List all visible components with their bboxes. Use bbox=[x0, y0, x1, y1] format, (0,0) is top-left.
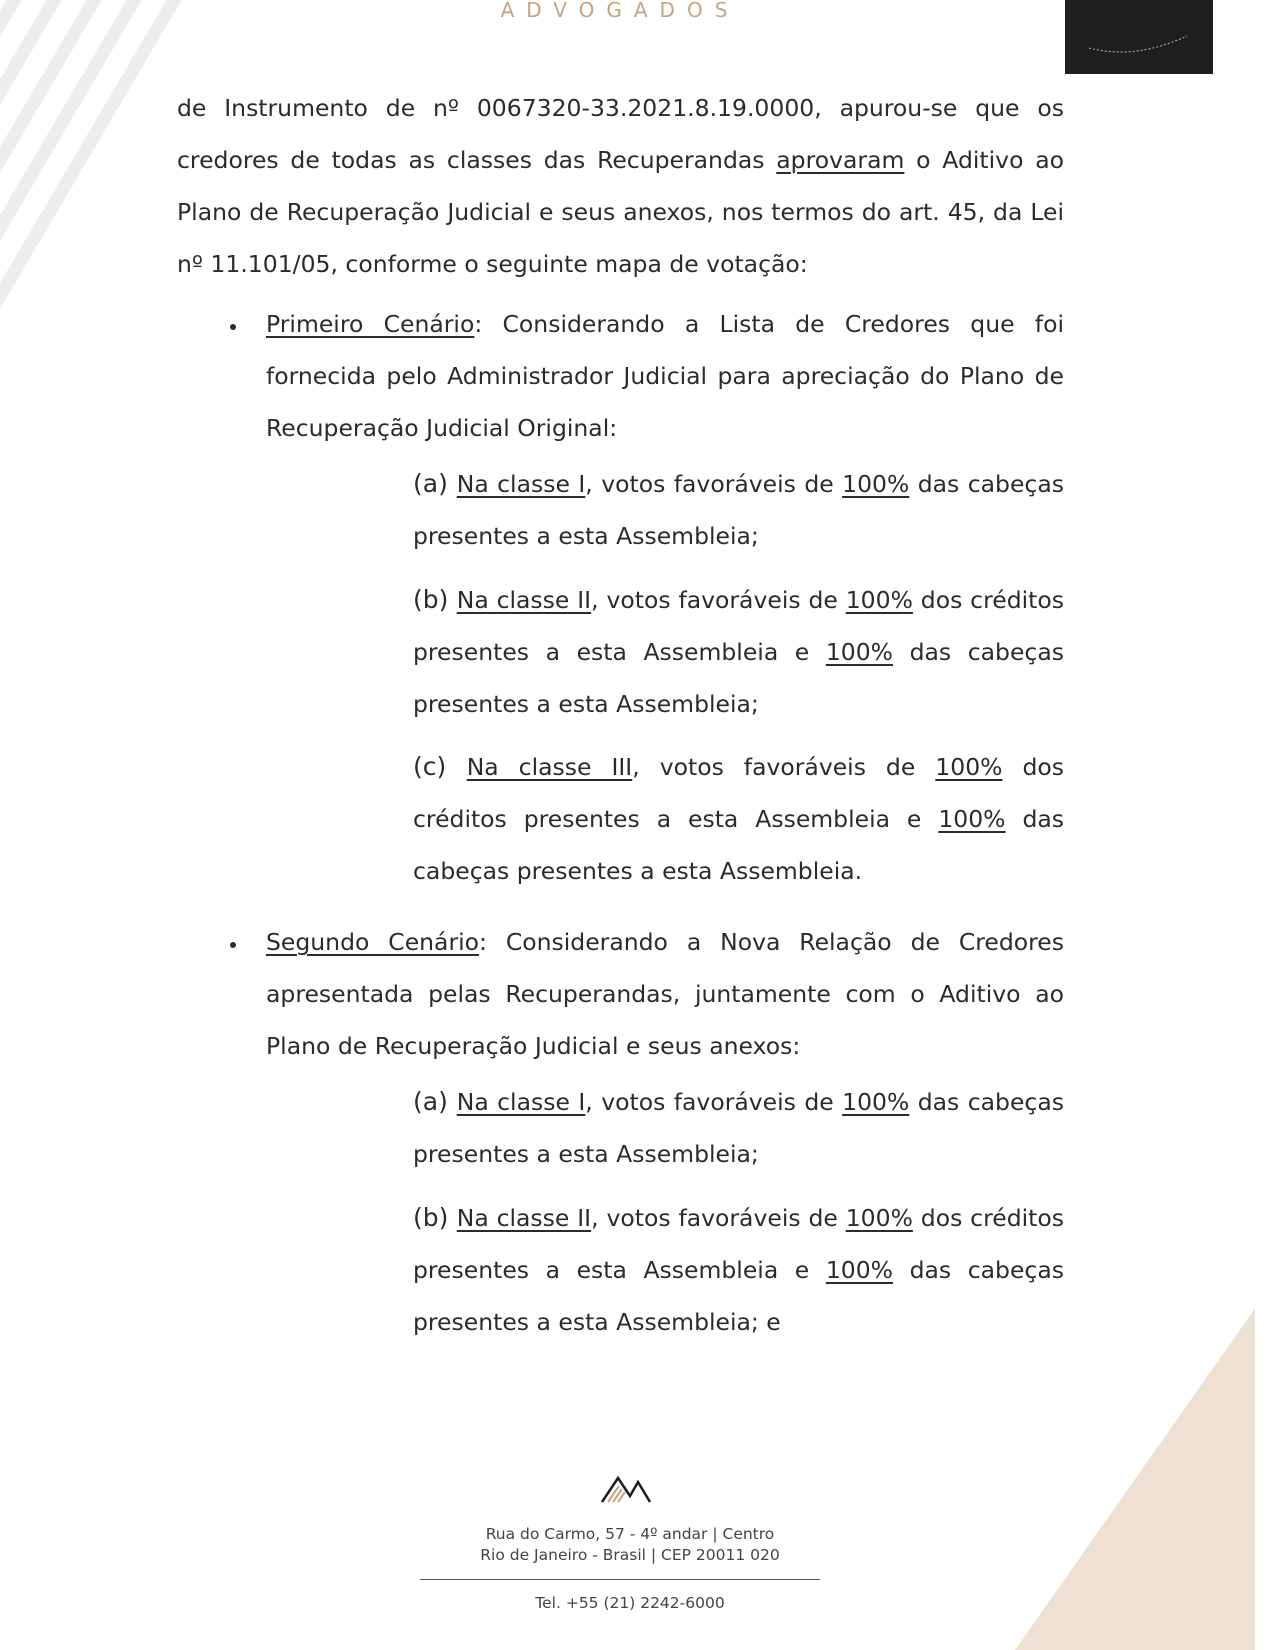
scenario-1-item-b: (b) Na classe II, votos favoráveis de 100% dos créditos presentes a esta Assembleia e 100% das cabeças presentes a esta Assembleia; bbox=[413, 585, 1064, 718]
footer-divider bbox=[420, 1579, 820, 1580]
scenario-2-item-b: (b) Na classe II, votos favoráveis de 100% dos créditos presentes a esta Assembleia e 100% das cabeças presentes a esta Assembleia; e bbox=[413, 1203, 1064, 1336]
address-line-1: Rua do Carmo, 57 - 4º andar | Centro bbox=[485, 1525, 775, 1543]
scenario-1-item-a: (a) Na classe I, votos favoráveis de 100% das cabeças presentes a esta Assembleia; bbox=[413, 469, 1064, 550]
scenario-2-item-a: (a) Na classe I, votos favoráveis de 100% das cabeças presentes a esta Assembleia; bbox=[413, 1087, 1064, 1168]
scenario-2-text: Segundo Cenário: Considerando a Nova Relação de Credores apresentada pelas Recuperandas, juntamente com o Aditivo ao Plano de Recuperação Judicial e seus anexos: bbox=[266, 928, 1064, 1060]
corner-logo-box bbox=[1065, 0, 1213, 74]
scenario-1-item-c: (c) Na classe III, votos favoráveis de 100% dos créditos presentes a esta Assembleia e 100% das cabeças presentes a esta Assembleia. bbox=[413, 752, 1065, 885]
scenario-title: Segundo Cenário bbox=[266, 928, 480, 956]
scenario-1-text: Primeiro Cenário: Considerando a Lista de Credores que foi fornecida pelo Administrador Judicial para apreciação do Plano de Recuperação Judicial Original: bbox=[266, 310, 1064, 442]
intro-paragraph: de Instrumento de nº 0067320-33.2021.8.19.0000, apurou-se que os credores de todas as classes das Recuperandas aprovaram o Aditivo ao Plano de Recuperação Judicial e seus anexos, nos termos do art. 45, da Lei nº 11.101/05, conforme o seguinte mapa de votação: bbox=[177, 94, 1064, 278]
bullet-icon bbox=[230, 324, 236, 330]
address-line-2: Rio de Janeiro - Brasil | CEP 20011 020 bbox=[480, 1546, 780, 1564]
bullet-icon bbox=[230, 942, 236, 948]
firm-logo-icon bbox=[600, 1474, 652, 1504]
approved-emphasis: aprovaram bbox=[776, 146, 905, 174]
scenario-title: Primeiro Cenário bbox=[266, 310, 475, 338]
signature-mark-icon bbox=[1085, 30, 1193, 60]
footer-address bbox=[430, 1524, 830, 1566]
diagonal-stripes-decoration bbox=[0, 0, 190, 320]
footer-phone: Tel. +55 (21) 2242-6000 bbox=[535, 1594, 725, 1612]
header-brand: ADVOGADOS bbox=[500, 0, 740, 22]
